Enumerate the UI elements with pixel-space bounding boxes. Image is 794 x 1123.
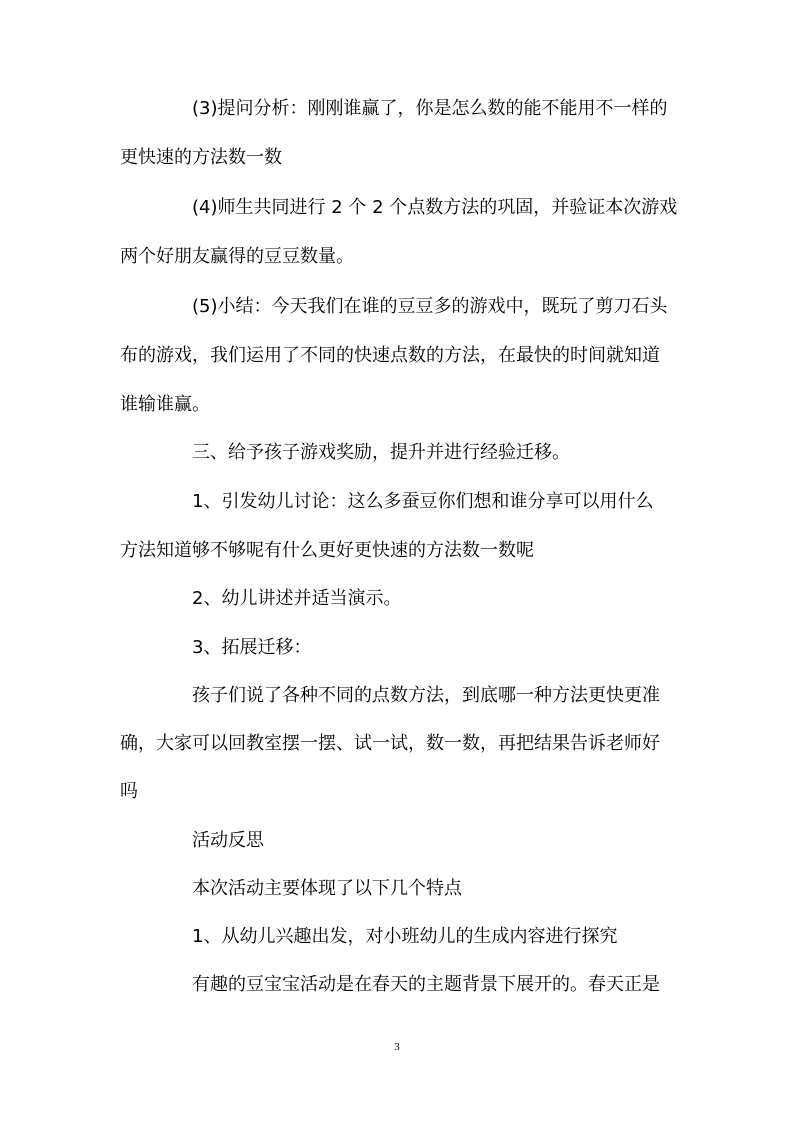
text-line: 2、幼儿讲述并适当演示。 [192, 588, 402, 609]
section-heading: 三、给予孩子游戏奖励，提升并进行经验迁移。 [192, 442, 570, 463]
text-line: 吗 [120, 781, 138, 802]
text-line: 更快速的方法数一数 [120, 147, 282, 168]
text-line: 有趣的豆宝宝活动是在春天的主题背景下展开的。春天正是 [192, 974, 660, 995]
text-line: 1、引发幼儿讨论：这么多蚕豆你们想和谁分享可以用什么 [192, 491, 654, 512]
text-line: 方法知道够不够呢有什么更好更快速的方法数一数呢 [120, 540, 534, 561]
text-line: 3、拓展迁移： [192, 637, 312, 658]
section-heading: 活动反思 [192, 830, 264, 851]
text-line: 1、从幼儿兴趣出发，对小班幼儿的生成内容进行探究 [192, 926, 618, 947]
text-line: 两个好朋友赢得的豆豆数量。 [120, 246, 354, 267]
text-line: (3)提问分析：刚刚谁赢了，你是怎么数的能不能用不一样的 [192, 98, 668, 119]
text-line: 孩子们说了各种不同的点数方法，到底哪一种方法更快更准 [192, 685, 660, 706]
text-line: 谁输谁赢。 [120, 394, 210, 415]
text-line: 本次活动主要体现了以下几个特点 [192, 878, 462, 899]
page-number: 3 [394, 1041, 400, 1053]
text-line: 确，大家可以回教室摆一摆、试一试，数一数，再把结果告诉老师好 [120, 733, 660, 754]
text-line: (5)小结：今天我们在谁的豆豆多的游戏中，既玩了剪刀石头 [192, 296, 668, 317]
text-line: 布的游戏，我们运用了不同的快速点数的方法，在最快的时间就知道 [120, 345, 660, 366]
text-line: (4)师生共同进行 2 个 2 个点数方法的巩固，并验证本次游戏 [192, 197, 678, 218]
